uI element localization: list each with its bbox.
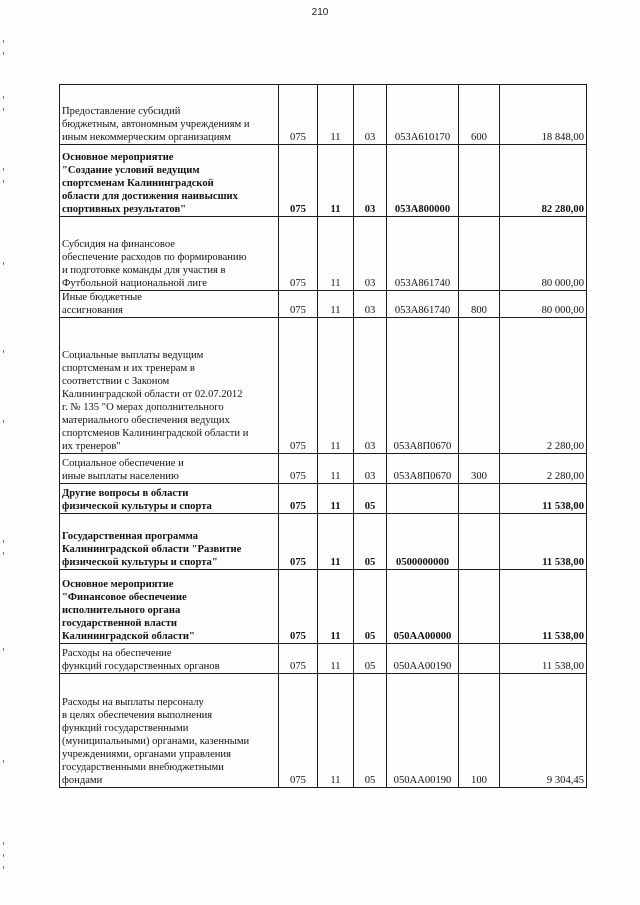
subsection-code-cell: 03 <box>354 217 387 291</box>
expense-type-cell: 300 <box>459 454 500 484</box>
ministry-code-cell: 075 <box>279 514 318 570</box>
expense-type-cell <box>459 514 500 570</box>
table-row <box>60 318 587 454</box>
subsection-code-cell: 05 <box>354 570 387 644</box>
ministry-code-cell: 075 <box>279 145 318 217</box>
subsection-code-cell: 03 <box>354 145 387 217</box>
amount-cell: 11 538,00 <box>500 484 587 514</box>
subsection-code-cell: 03 <box>354 318 387 454</box>
target-article-cell: 053А8П0670 <box>387 318 459 454</box>
section-code-cell: 11 <box>318 318 354 454</box>
table-row <box>60 644 587 674</box>
subsection-code-cell: 03 <box>354 85 387 145</box>
subsection-code-cell: 05 <box>354 674 387 788</box>
expense-name-cell: Основное мероприятие "Финансовое обеспечение исполнительного органа государственной власти Калининградской области" <box>60 570 279 644</box>
table-row <box>60 570 587 644</box>
amount-cell: 11 538,00 <box>500 570 587 644</box>
expense-name-cell: Расходы на выплаты персоналу в целях обеспечения выполнения функций государственными (муниципальными) органами, казенными учреждениями, органами управления государственными внебюджетными фондами <box>60 674 279 788</box>
ministry-code-cell: 075 <box>279 217 318 291</box>
section-code-cell: 11 <box>318 291 354 318</box>
section-code-cell: 11 <box>318 674 354 788</box>
amount-cell: 2 280,00 <box>500 318 587 454</box>
amount-cell: 80 000,00 <box>500 291 587 318</box>
section-code-cell: 11 <box>318 85 354 145</box>
amount-cell: 80 000,00 <box>500 217 587 291</box>
expense-name-cell: Основное мероприятие "Создание условий ведущим спортсменам Калининградской области для достижения наивысших спортивных результатов" <box>60 145 279 217</box>
amount-cell: 11 538,00 <box>500 514 587 570</box>
ministry-code-cell: 075 <box>279 570 318 644</box>
expense-type-cell: 100 <box>459 674 500 788</box>
section-code-cell: 11 <box>318 514 354 570</box>
expense-type-cell <box>459 217 500 291</box>
amount-cell: 2 280,00 <box>500 454 587 484</box>
expense-type-cell <box>459 318 500 454</box>
section-code-cell: 11 <box>318 454 354 484</box>
ministry-code-cell: 075 <box>279 454 318 484</box>
table-row <box>60 514 587 570</box>
subsection-code-cell: 03 <box>354 454 387 484</box>
target-article-cell: 053А861740 <box>387 217 459 291</box>
ministry-code-cell: 075 <box>279 644 318 674</box>
expense-name-cell: Субсидия на финансовое обеспечение расходов по формированию и подготовке команды для участия в Футбольной национальной лиге <box>60 217 279 291</box>
expense-type-cell: 600 <box>459 85 500 145</box>
expense-type-cell <box>459 145 500 217</box>
page-number: 210 <box>311 7 329 18</box>
subsection-code-cell: 05 <box>354 644 387 674</box>
subsection-code-cell: 03 <box>354 291 387 318</box>
target-article-cell: 0500000000 <box>387 514 459 570</box>
target-article-cell: 050АА00190 <box>387 674 459 788</box>
budget-table <box>59 84 587 788</box>
section-code-cell: 11 <box>318 570 354 644</box>
expense-type-cell: 800 <box>459 291 500 318</box>
section-code-cell: 11 <box>318 484 354 514</box>
ministry-code-cell: 075 <box>279 484 318 514</box>
subsection-code-cell: 05 <box>354 514 387 570</box>
expense-name-cell: Социальное обеспечение и иные выплаты населению <box>60 454 279 484</box>
target-article-cell: 050АА00000 <box>387 570 459 644</box>
target-article-cell: 053А8П0670 <box>387 454 459 484</box>
section-code-cell: 11 <box>318 145 354 217</box>
target-article-cell: 053А800000 <box>387 145 459 217</box>
target-article-cell: 053А610170 <box>387 85 459 145</box>
target-article-cell: 053А861740 <box>387 291 459 318</box>
expense-name-cell: Предоставление субсидий бюджетным, автономным учреждениям и иным некоммерческим организациям <box>60 85 279 145</box>
table-row <box>60 217 587 291</box>
expense-name-cell: Государственная программа Калининградской области "Развитие физической культуры и спорта" <box>60 514 279 570</box>
table-row <box>60 674 587 788</box>
ministry-code-cell: 075 <box>279 85 318 145</box>
table-row <box>60 145 587 217</box>
ministry-code-cell: 075 <box>279 318 318 454</box>
expense-name-cell: Другие вопросы в области физической культуры и спорта <box>60 484 279 514</box>
expense-type-cell <box>459 570 500 644</box>
expense-type-cell <box>459 484 500 514</box>
subsection-code-cell: 05 <box>354 484 387 514</box>
amount-cell: 11 538,00 <box>500 644 587 674</box>
expense-name-cell: Социальные выплаты ведущим спортсменам и их тренерам в соответствии с Законом Калининградской области от 02.07.2012 г. № 135 "О мерах дополнительного материального обеспечения ведущих спортсменов Калининградской области и их тренеров" <box>60 318 279 454</box>
table-row <box>60 454 587 484</box>
expense-name-cell: Иные бюджетные ассигнования <box>60 291 279 318</box>
amount-cell: 82 280,00 <box>500 145 587 217</box>
expense-type-cell <box>459 644 500 674</box>
target-article-cell <box>387 484 459 514</box>
table-row <box>60 484 587 514</box>
section-code-cell: 11 <box>318 217 354 291</box>
target-article-cell: 050АА00190 <box>387 644 459 674</box>
table-row <box>60 85 587 145</box>
scan-margin-marks <box>3 0 7 905</box>
amount-cell: 18 848,00 <box>500 85 587 145</box>
expense-name-cell: Расходы на обеспечение функций государственных органов <box>60 644 279 674</box>
ministry-code-cell: 075 <box>279 674 318 788</box>
amount-cell: 9 304,45 <box>500 674 587 788</box>
section-code-cell: 11 <box>318 644 354 674</box>
table-row <box>60 291 587 318</box>
ministry-code-cell: 075 <box>279 291 318 318</box>
